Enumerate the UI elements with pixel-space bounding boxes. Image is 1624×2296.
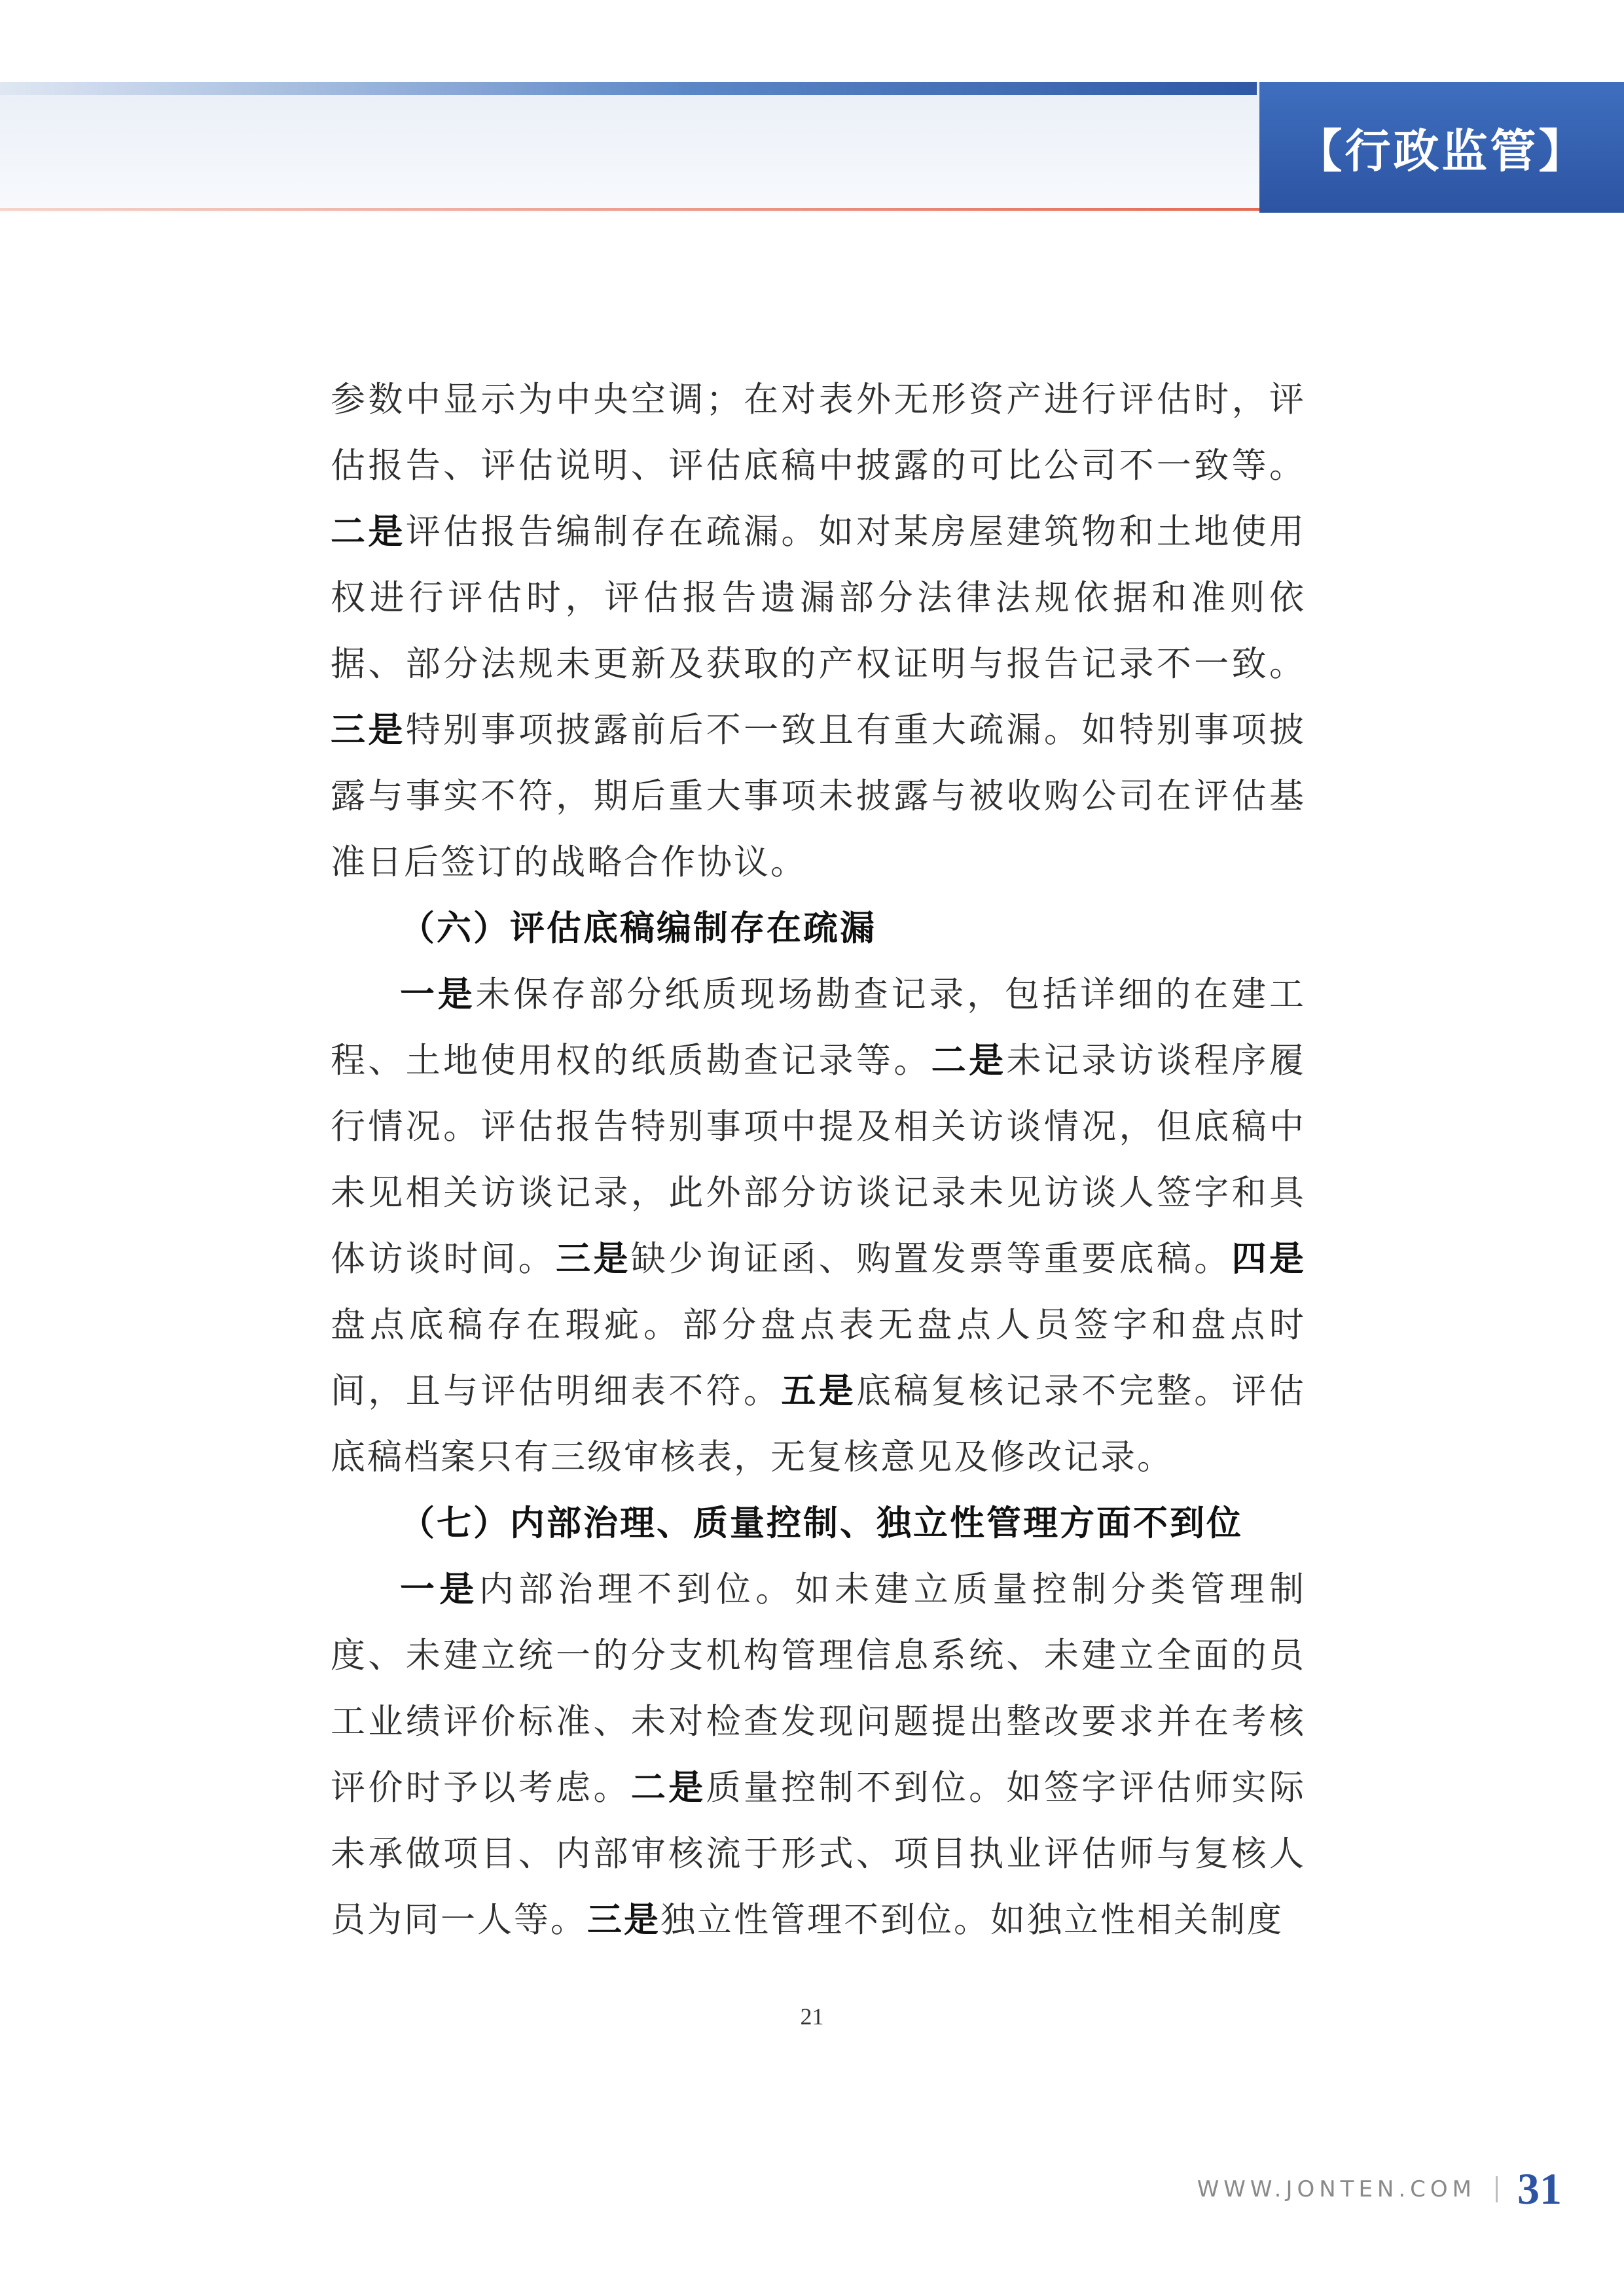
paragraph-text: 参数中显示为中央空调；在对表外无形资产进行评估时，评估报告、评估说明、评估底稿中披露的可比公司不一致等。 [331, 380, 1306, 486]
paragraph-text: 特别事项披露前后不一致且有重大疏漏。如特别事项披露与事实不符，期后重大事项未披露与被收购公司在评估基准日后签订的战略合作协议。 [331, 710, 1307, 882]
page-number: 31 [1517, 2164, 1562, 2214]
header-divider-line [0, 208, 1262, 211]
lead-term: 一是 [400, 974, 476, 1014]
paragraph-text: 缺少询证函、购置发票等重要底稿。 [630, 1239, 1232, 1279]
paragraph-text: 内部治理不到位。如未建立质量控制分类管理制度、未建立统一的分支机构管理信息系统、未建立全面的员工业绩评价标准、未对检查发现问题提出整改要求并在考核评价时予以考虑。 [331, 1570, 1307, 1808]
section-heading-6: （六）评估底稿编制存在疏漏 [400, 908, 876, 948]
paragraph-text: 未记录访谈程序履行情况。评估报告特别事项中提及相关访谈情况，但底稿中未见相关访谈记录，此外部分访谈记录未见访谈人签字和具体访谈时间。 [331, 1041, 1307, 1279]
lead-term: 一是 [400, 1569, 479, 1609]
paragraph-section-7 [331, 1556, 1306, 1953]
paragraph-section-6 [331, 961, 1306, 1490]
paragraph-text: 未保存部分纸质现场勘查记录，包括详细的在建工程、土地使用权的纸质勘查记录等。 [331, 975, 1307, 1081]
paragraph-text: 底稿复核记录不完整。评估底稿档案只有三级审核表，无复核意见及修改记录。 [331, 1371, 1307, 1477]
footer-divider [1496, 2176, 1498, 2202]
lead-term: 二是 [630, 1767, 706, 1808]
paragraph-continuation [331, 367, 1306, 895]
section-heading-7: （七）内部治理、质量控制、独立性管理方面不到位 [400, 1503, 1243, 1543]
paragraph-text: 评估报告编制存在疏漏。如对某房屋建筑物和土地使用权进行评估时，评估报告遗漏部分法律法规依据和准则依据、部分法规未更新及获取的产权证明与报告记录不一致。 [331, 512, 1307, 684]
lead-term: 三是 [331, 709, 406, 750]
lead-term: 三是 [587, 1899, 660, 1940]
lead-term: 五是 [781, 1371, 857, 1411]
paragraph-text: 独立性管理不到位。如独立性相关制度 [660, 1900, 1284, 1940]
lead-term: 三是 [556, 1238, 631, 1279]
header-accent-line [0, 82, 1257, 95]
inner-page-number: 21 [800, 2003, 824, 2030]
section-tag: 【行政监管】 [1259, 82, 1624, 213]
lead-term: 二是 [931, 1040, 1007, 1081]
paragraph-text: 质量控制不到位。如签字评估师实际未承做项目、内部审核流于形式、项目执业评估师与复核人员为同一人等。 [331, 1768, 1307, 1940]
lead-term: 四是 [1231, 1238, 1307, 1279]
paragraph-text: 盘点底稿存在瑕疵。部分盘点表无盘点人员签字和盘点时间，且与评估明细表不符。 [331, 1305, 1306, 1411]
article-body [331, 367, 1306, 1953]
page-footer [1197, 2163, 1562, 2215]
lead-term: 二是 [331, 511, 406, 552]
footer-url: WWW.JONTEN.COM [1197, 2176, 1476, 2202]
